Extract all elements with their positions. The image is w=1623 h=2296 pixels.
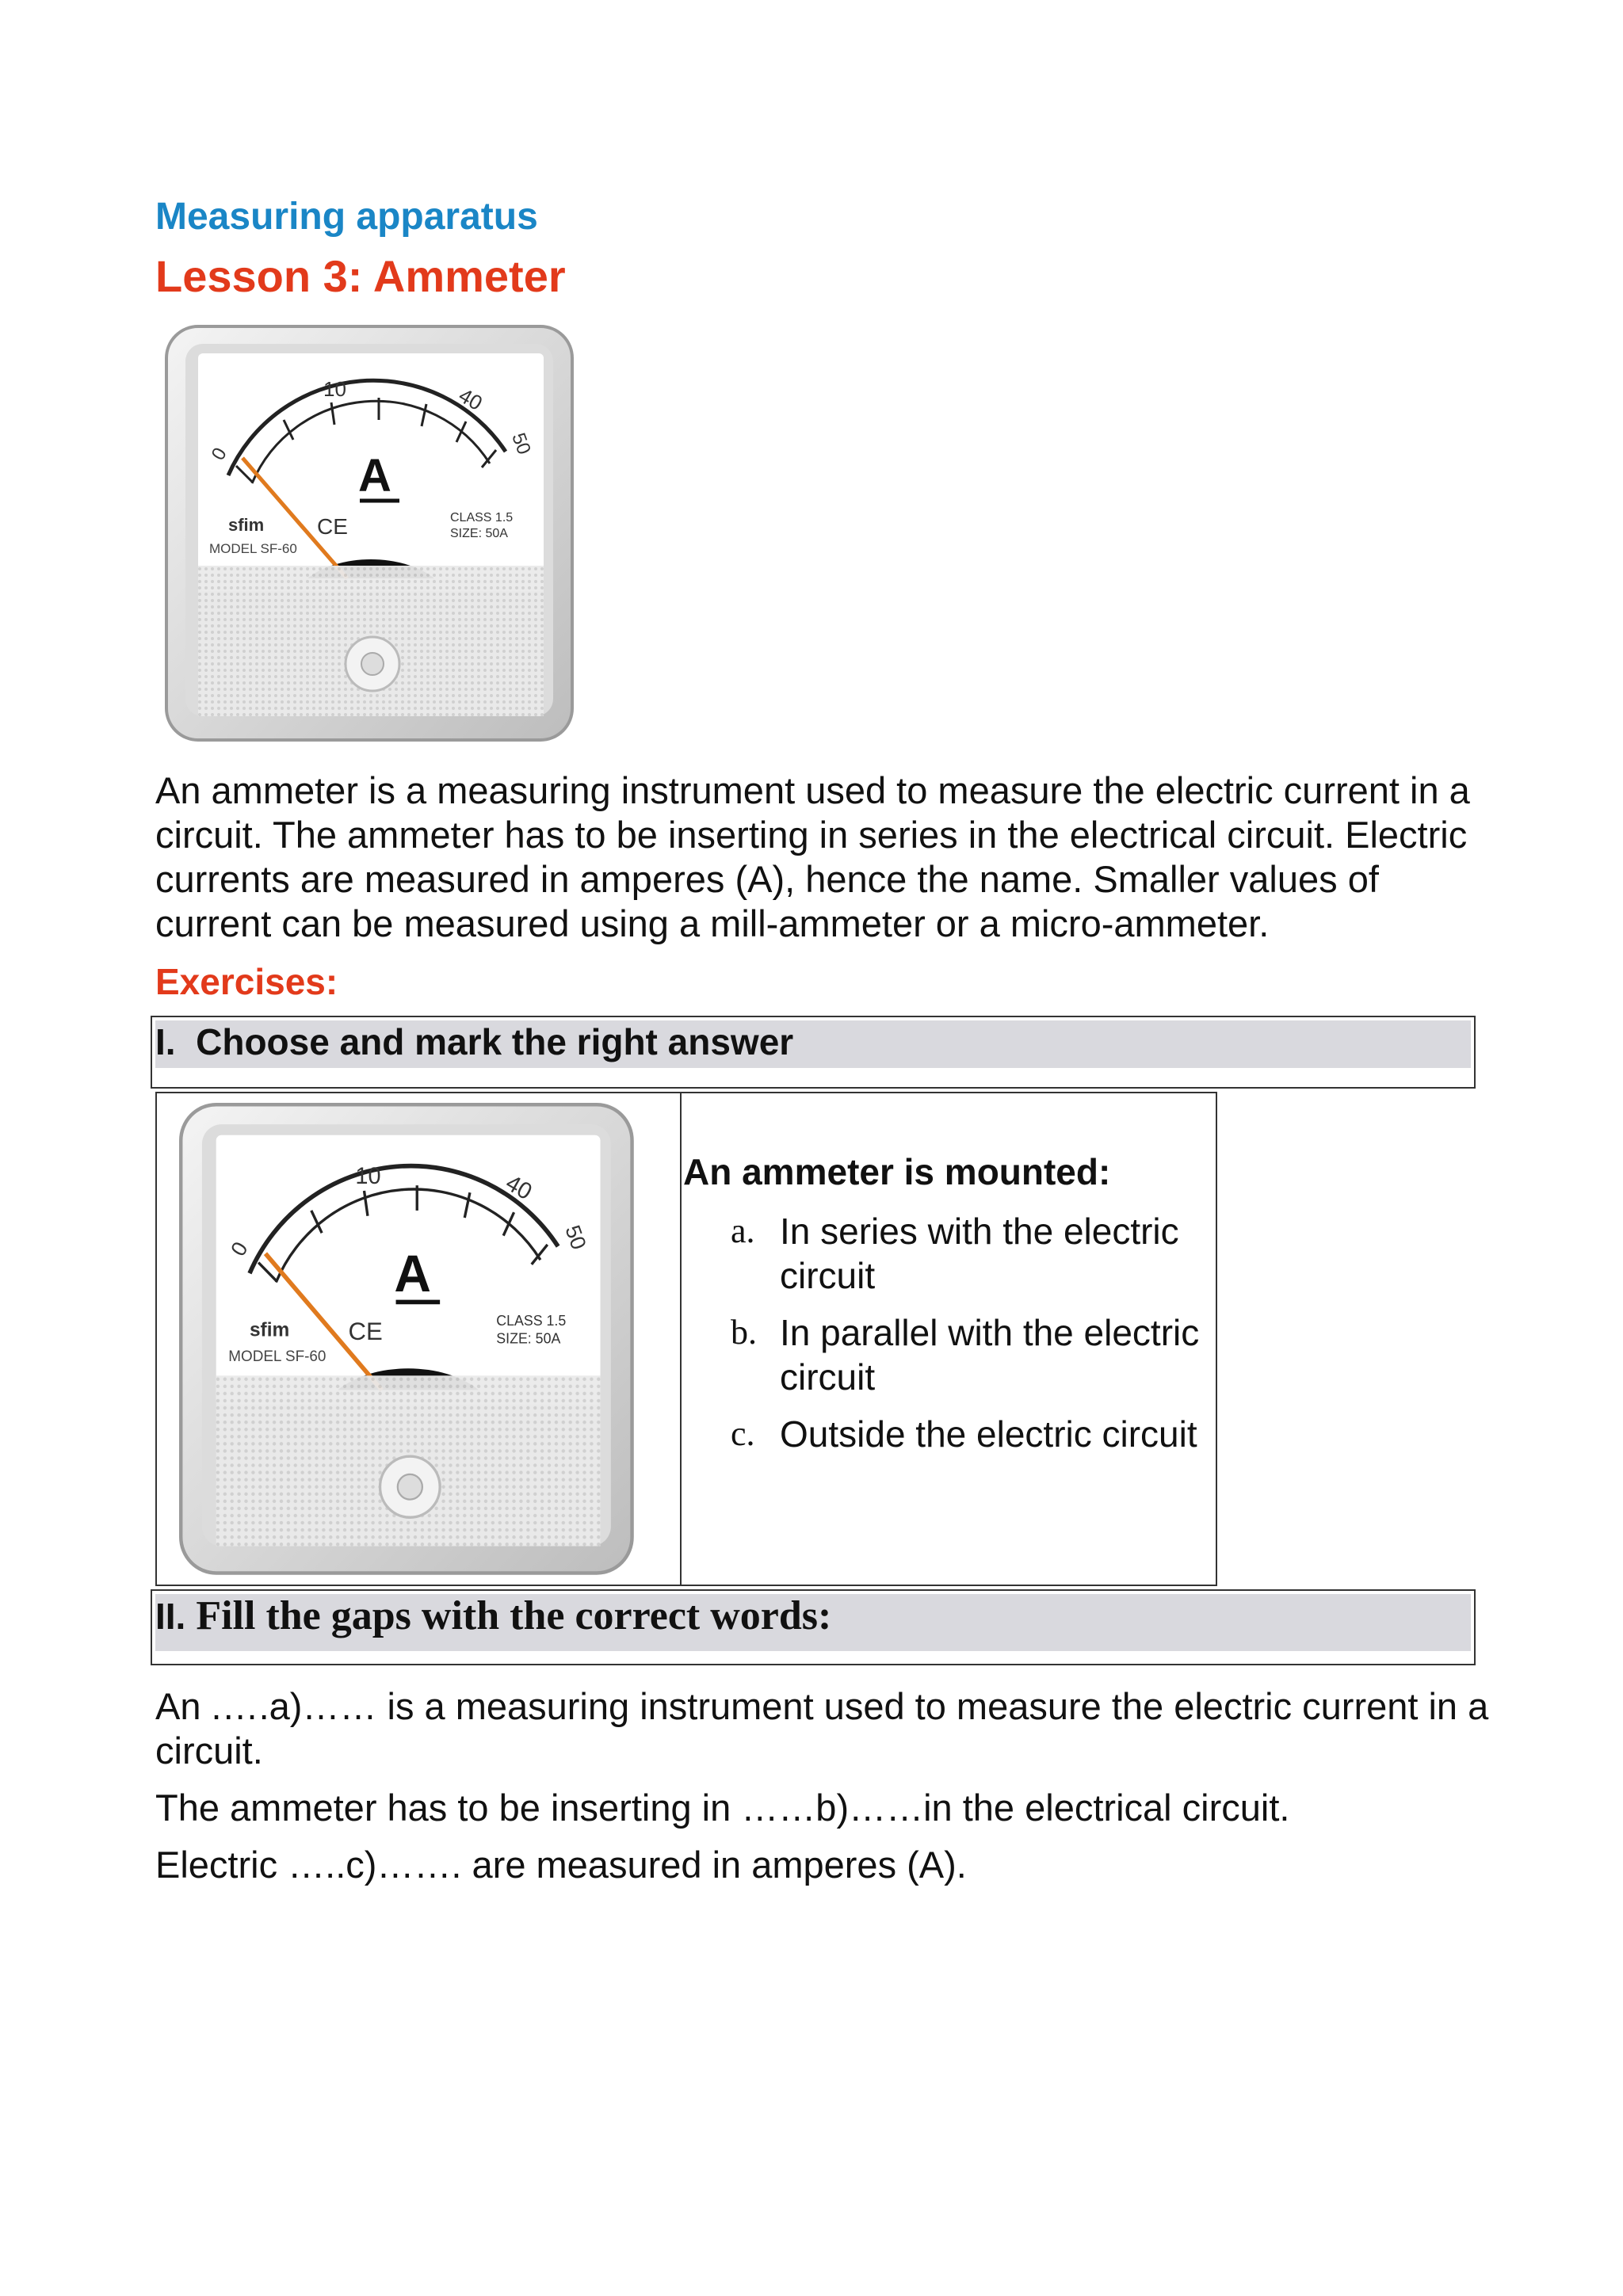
section1-number: I.	[155, 1021, 176, 1062]
class-label: CLASS 1.5	[496, 1312, 567, 1329]
fill-line-c: Electric …..c)……. are measured in amperes (A).	[155, 1844, 967, 1886]
scale-label-0: 0	[226, 1238, 253, 1261]
scale-label-50: 50	[507, 429, 535, 458]
section2-number: II.	[155, 1596, 186, 1637]
scale-label-0: 0	[207, 444, 231, 464]
fill-line-b: The ammeter has to be inserting in ……b)……in the electrical circuit.	[155, 1787, 1290, 1829]
section2-title	[155, 1592, 831, 1639]
option-b-letter: b.	[731, 1313, 757, 1352]
ce-mark: CE	[317, 514, 348, 539]
scale-label-40: 40	[501, 1169, 537, 1206]
class-label: CLASS 1.5	[450, 511, 514, 524]
section1-heading: Choose and mark the right answer	[196, 1021, 794, 1062]
lesson-title: Lesson 3: Ammeter	[155, 251, 566, 301]
unit-label: A	[394, 1244, 431, 1302]
question-text: An ammeter is mounted:	[683, 1151, 1111, 1192]
unit-label: A	[358, 450, 391, 502]
option-a-letter: a.	[731, 1211, 755, 1250]
option-b[interactable]	[731, 1310, 1222, 1405]
size-label: SIZE: 50A	[496, 1330, 561, 1347]
scale-label-10: 10	[355, 1163, 381, 1189]
option-c-letter: c.	[731, 1414, 755, 1453]
fill-line-a: An .….a)…… is a measuring instrument used to measure the electric current in a circuit.	[155, 1685, 1489, 1772]
option-a[interactable]	[731, 1209, 1222, 1304]
scale-label-50: 50	[560, 1222, 591, 1253]
subject-heading: Measuring apparatus	[155, 196, 538, 238]
brand-label: sfim	[228, 515, 265, 535]
ammeter-image	[165, 325, 575, 743]
scale-label-40: 40	[454, 383, 487, 415]
size-label: SIZE: 50A	[450, 527, 508, 540]
section1-title	[155, 1020, 793, 1063]
scale-label-10: 10	[323, 377, 346, 401]
option-a-text: In series with the electric circuit	[780, 1211, 1179, 1296]
exercises-heading: Exercises:	[155, 961, 338, 1002]
table-divider	[680, 1092, 682, 1586]
option-b-text: In parallel with the electric circuit	[780, 1312, 1200, 1398]
ce-mark: CE	[348, 1317, 383, 1346]
model-label: MODEL SF-60	[209, 541, 297, 556]
brand-label: sfim	[249, 1319, 290, 1341]
option-c[interactable]	[731, 1412, 1222, 1507]
intro-paragraph: An ammeter is a measuring instrument used to measure the electric current in a circuit. The ammeter has to be inserting in series in the electrical circuit. Electric currents are measured in amperes (A), hence the name. Smaller values of current can be measured using a mill-ammeter or a micro-ammeter.	[155, 769, 1470, 944]
section2-heading: Fill the gaps with the correct words:	[196, 1593, 832, 1638]
ammeter-image-question	[179, 1103, 636, 1577]
model-label: MODEL SF-60	[228, 1348, 327, 1366]
option-c-text: Outside the electric circuit	[780, 1413, 1197, 1455]
